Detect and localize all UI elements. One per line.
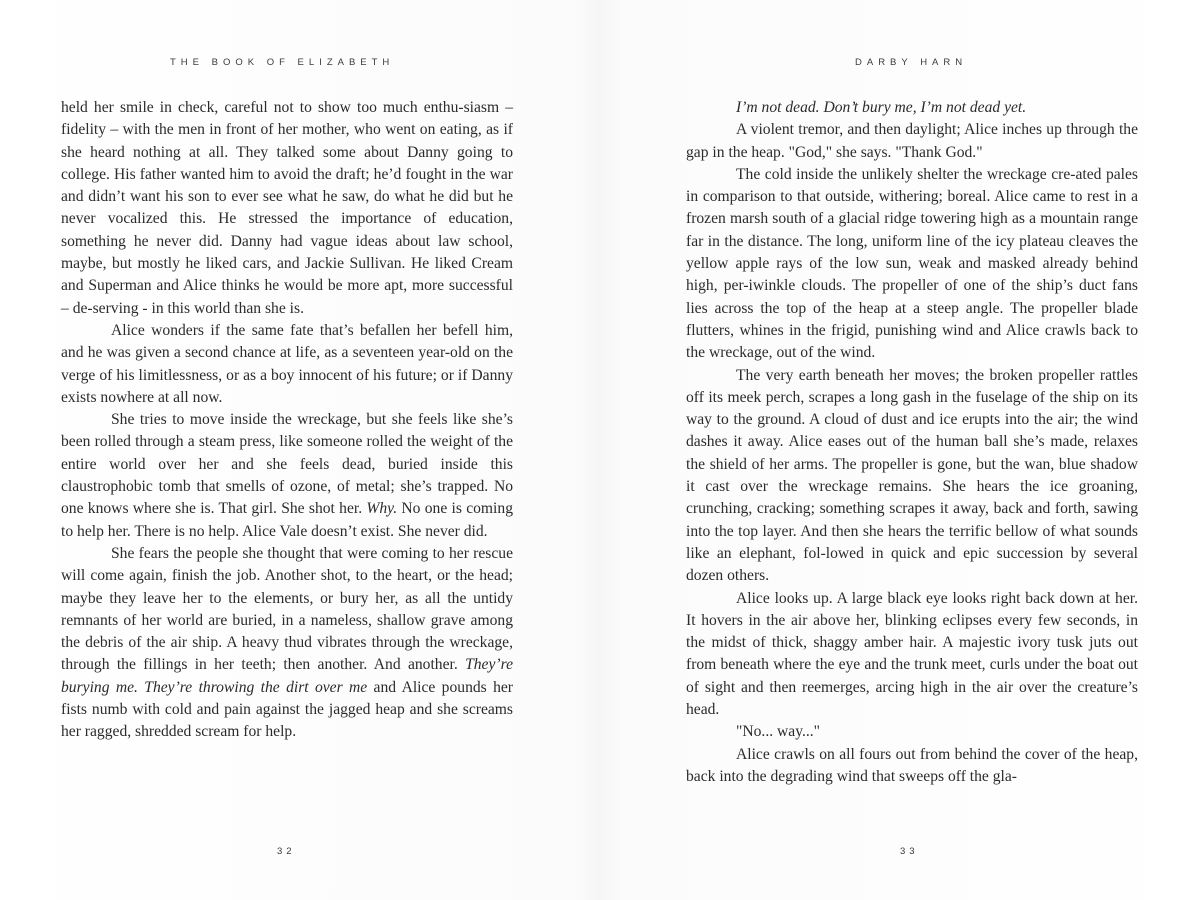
paragraph <box>61 409 513 543</box>
left-page-body <box>61 97 513 744</box>
paragraph-text: and Alice pounds her fists numb with cold and pain against the jagged heap and she screams her ragged, shredded scream for help. <box>61 678 514 741</box>
paragraph: held her smile in check, careful not to show too much enthu-siasm – fidelity – with the men in front of her mother, who went on eating, as if she heard nothing at all. They talked some about Danny going to college. His father wanted him to avoid the draft; he’d fought in the war and didn’t want his son to ever see what he saw, do what he did but he never vocalized this. He stressed the importance of education, something he never did. Danny had vague ideas about law school, maybe, but mostly he liked cars, and Jackie Sullivan. He liked Cream and Superman and Alice thinks he would be more apt, more successful – de-serving - in this world than she is. <box>61 99 513 317</box>
paragraph: "No... way..." <box>736 723 821 741</box>
italic-text: Why. <box>366 500 398 518</box>
paragraph-text: She fears the people she thought that were coming to her rescue will come again, finish the job. Another shot, to the heart, or the head; maybe they leave her to the elements, or bury her, as all the untidy remnants of her world are buried, in a nameless, shallow grave among the debris of the air ship. A heavy thud vibrates through the wreckage, through the fillings in her teeth; then another. And another. <box>61 544 513 674</box>
paragraph: Alice crawls on all fours out from behind the cover of the heap, back into the degrading wind that sweeps off the gla- <box>686 745 1138 785</box>
paragraph <box>61 543 513 744</box>
right-page <box>599 0 1198 900</box>
page-number: 32 <box>277 846 296 857</box>
paragraph: A violent tremor, and then daylight; Alice inches up through the gap in the heap. "God," she says. "Thank God." <box>686 121 1138 161</box>
paragraph-text: She tries to move inside the wreckage, but she feels like she’s been rolled through a steam press, like someone rolled the weight of the entire world over her and she feels dead, buried inside this claustrophobic tomb that smells of ozone, of metal; she’s trapped. No one knows where she is. That girl. She shot her. <box>61 411 513 518</box>
italic-text: They’re burying me. They’re throwing the dirt over me <box>61 656 513 696</box>
paragraph: The very earth beneath her moves; the broken propeller rattles off its meek perch, scrapes a long gash in the fuselage of the ship on its way to the ground. A cloud of dust and ice erupts into the air; the wind dashes it away. Alice eases out of the human ball she’s made, relaxes the shield of her arms. The propeller is gone, but the wan, blue shadow it cast over the wreckage remains. She hears the ice groaning, crunching, cracking; something scrapes it away, back and forth, sawing into the top layer. And then she hears the terrific bellow of what sounds like an elephant, fol-lowed in quick and epic succession by several dozen others. <box>686 366 1138 585</box>
right-page-body <box>686 97 1138 788</box>
paragraph: Alice looks up. A large black eye looks right back down at her. It hovers in the air above her, blinking eclipses every few seconds, in the midst of thick, shaggy amber hair. A majestic ivory tusk juts out from beneath where the eye and the trunk meet, curls under the boat out of sight and then reemerges, arcing high in the air over the creature’s head. <box>686 589 1138 719</box>
running-head-author: DARBY HARN <box>855 57 968 68</box>
running-head-book-title: THE BOOK OF ELIZABETH <box>170 57 395 68</box>
paragraph: I’m not dead. Don’t bury me, I’m not dead yet. <box>736 99 1027 116</box>
page-number: 33 <box>900 846 919 857</box>
paragraph-text: No one is coming to help her. There is no help. Alice Vale doesn’t exist. She never did. <box>61 500 513 540</box>
paragraph: The cold inside the unlikely shelter the wreckage cre-ated pales in comparison to that outside, withering; boreal. Alice came to rest in a frozen marsh south of a glacial ridge towering high as a mountain range far in the distance. The long, uniform line of the icy plateau cleaves the yellow apple rays of the low sun, weak and masked already behind high, per-iwinkle clouds. The propeller of one of the ship’s duct fans lies across the top of the heap at a steep angle. The propeller blade flutters, whines in the frigid, punishing wind and Alice crawls back to the wreckage, out of the wind. <box>686 165 1138 362</box>
paragraph: Alice wonders if the same fate that’s befallen her befell him, and he was given a second chance at life, as a seventeen year-old on the verge of his limitlessness, or as a boy innocent of his future; or if Danny exists nowhere at all now. <box>61 321 513 406</box>
